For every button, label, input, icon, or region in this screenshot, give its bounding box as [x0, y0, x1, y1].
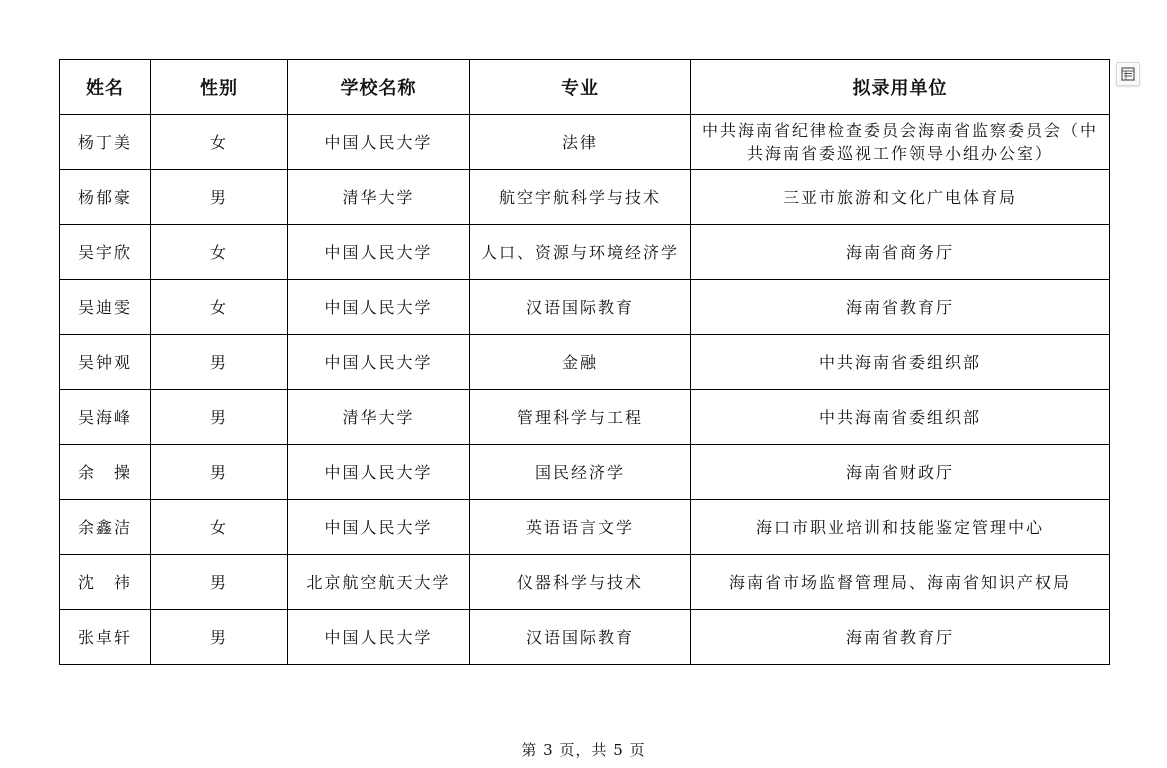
cell-unit: 中共海南省委组织部 [691, 335, 1110, 390]
cell-name: 余鑫洁 [60, 500, 151, 555]
cell-gender: 男 [151, 445, 288, 500]
table-row [60, 445, 1110, 500]
cell-gender: 女 [151, 225, 288, 280]
cell-gender: 男 [151, 335, 288, 390]
header-school: 学校名称 [288, 60, 470, 115]
cell-gender: 男 [151, 555, 288, 610]
cell-school: 中国人民大学 [288, 225, 470, 280]
table-row [60, 280, 1110, 335]
cell-name: 张卓轩 [60, 610, 151, 665]
cell-major: 航空宇航科学与技术 [470, 170, 691, 225]
cell-name: 吴钟观 [60, 335, 151, 390]
cell-name: 杨丁美 [60, 115, 151, 170]
cell-unit: 海南省教育厅 [691, 280, 1110, 335]
table-row [60, 500, 1110, 555]
page-footer: 第 3 页，共 5 页 [521, 741, 646, 759]
image-icon-glyph [1121, 67, 1135, 81]
table-row [60, 390, 1110, 445]
cell-name: 吴迪雯 [60, 280, 151, 335]
cell-major: 仪器科学与技术 [470, 555, 691, 610]
table-row [60, 610, 1110, 665]
cell-unit: 海南省财政厅 [691, 445, 1110, 500]
cell-gender: 男 [151, 390, 288, 445]
cell-school: 清华大学 [288, 170, 470, 225]
cell-gender: 女 [151, 500, 288, 555]
cell-major: 汉语国际教育 [470, 610, 691, 665]
cell-name: 余 操 [60, 445, 151, 500]
table-row [60, 170, 1110, 225]
cell-unit: 海南省教育厅 [691, 610, 1110, 665]
image-icon[interactable] [1116, 62, 1140, 86]
cell-major: 英语语言文学 [470, 500, 691, 555]
table-row [60, 335, 1110, 390]
cell-gender: 男 [151, 170, 288, 225]
cell-unit: 海南省商务厅 [691, 225, 1110, 280]
table-header-row [60, 60, 1110, 115]
cell-major: 金融 [470, 335, 691, 390]
table-row [60, 555, 1110, 610]
cell-name: 吴宇欣 [60, 225, 151, 280]
cell-name: 吴海峰 [60, 390, 151, 445]
header-major: 专业 [470, 60, 691, 115]
cell-school: 北京航空航天大学 [288, 555, 470, 610]
header-gender: 性别 [151, 60, 288, 115]
cell-name: 杨郁豪 [60, 170, 151, 225]
cell-name: 沈 祎 [60, 555, 151, 610]
cell-gender: 女 [151, 280, 288, 335]
cell-major: 人口、资源与环境经济学 [470, 225, 691, 280]
admission-table-container [59, 59, 1109, 665]
cell-gender: 男 [151, 610, 288, 665]
table-row [60, 115, 1110, 170]
cell-school: 中国人民大学 [288, 280, 470, 335]
cell-major: 管理科学与工程 [470, 390, 691, 445]
cell-major: 汉语国际教育 [470, 280, 691, 335]
cell-school: 清华大学 [288, 390, 470, 445]
admission-table [59, 59, 1110, 665]
header-name: 姓名 [60, 60, 151, 115]
cell-major: 国民经济学 [470, 445, 691, 500]
cell-major: 法律 [470, 115, 691, 170]
cell-unit: 三亚市旅游和文化广电体育局 [691, 170, 1110, 225]
cell-school: 中国人民大学 [288, 610, 470, 665]
cell-unit: 海南省市场监督管理局、海南省知识产权局 [691, 555, 1110, 610]
cell-unit: 海口市职业培训和技能鉴定管理中心 [691, 500, 1110, 555]
cell-school: 中国人民大学 [288, 500, 470, 555]
table-row [60, 225, 1110, 280]
cell-unit: 中共海南省委组织部 [691, 390, 1110, 445]
cell-gender: 女 [151, 115, 288, 170]
cell-school: 中国人民大学 [288, 445, 470, 500]
cell-unit: 中共海南省纪律检查委员会海南省监察委员会（中共海南省委巡视工作领导小组办公室） [691, 115, 1110, 170]
cell-school: 中国人民大学 [288, 115, 470, 170]
header-unit: 拟录用单位 [691, 60, 1110, 115]
cell-school: 中国人民大学 [288, 335, 470, 390]
